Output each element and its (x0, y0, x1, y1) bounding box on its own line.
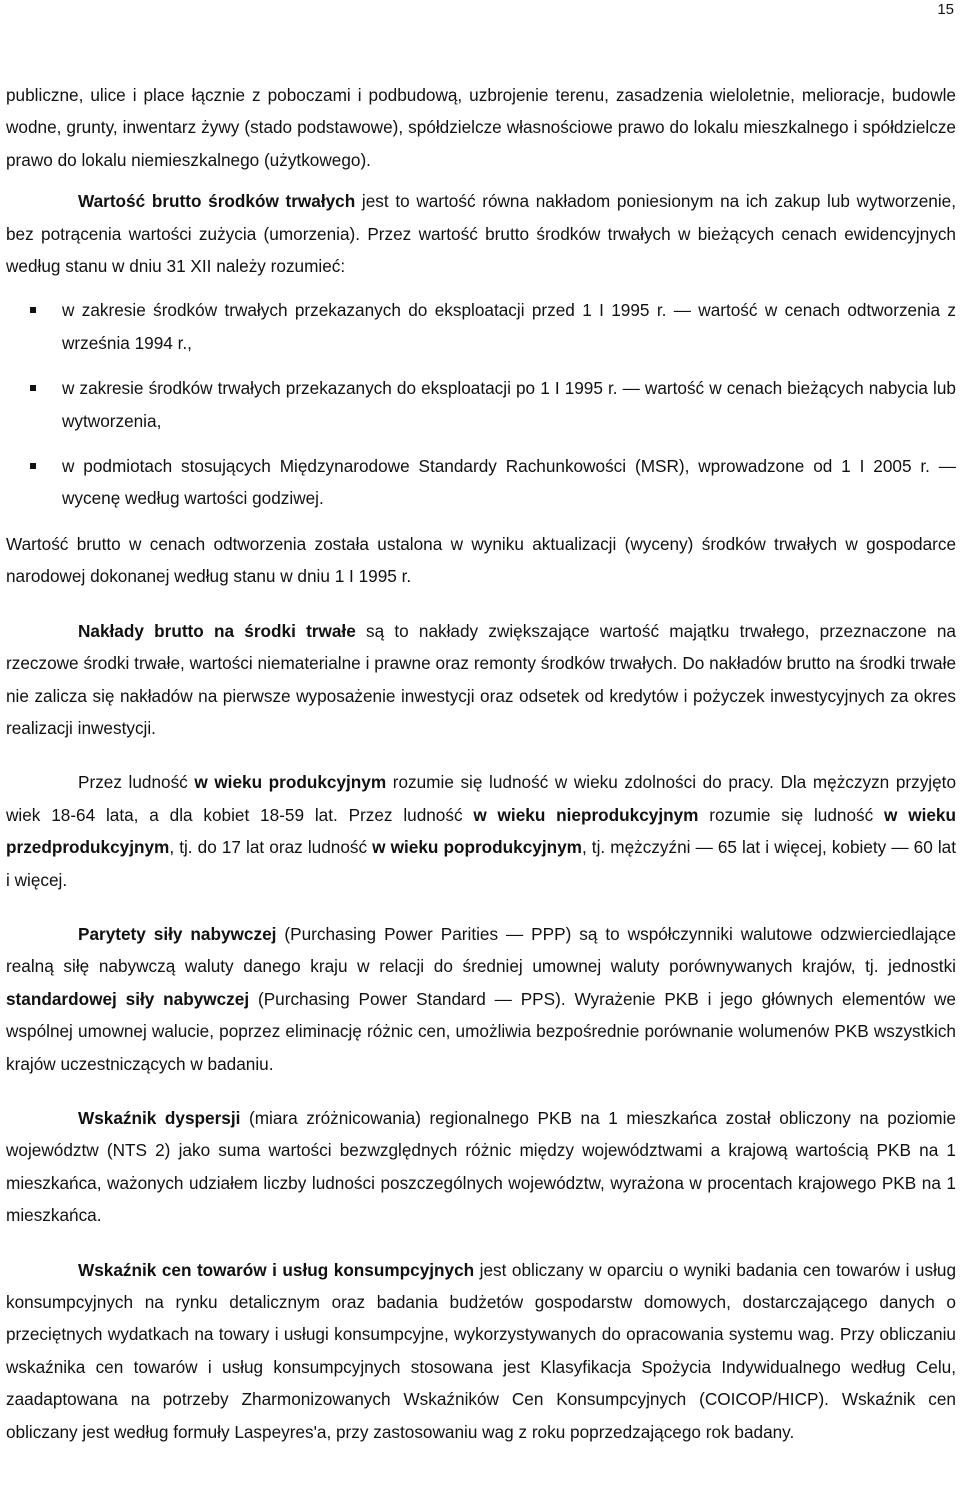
term-post-working-age: w wieku poprodukcyjnym (372, 837, 582, 858)
text-fragment: rozumie się ludność (698, 804, 885, 825)
paragraph-dispersion-index (6, 1102, 956, 1232)
paragraph-ppp (6, 918, 956, 1080)
term-ppp: Parytety siły nabywczej (78, 923, 277, 944)
term-dispersion-index: Wskaźnik dyspersji (78, 1107, 241, 1128)
square-bullet-icon (30, 385, 36, 391)
valuation-bullet-list (6, 294, 956, 514)
text-fragment: , tj. mężczyźni ― 65 lat i więcej, kobiety ― 60 lat i więcej. (6, 837, 956, 890)
paragraph-text: Wartość brutto w cenach odtworzenia została ustalona w wyniku aktualizacji (wyceny) środków trwałych w gospodarce narodowej dokonanej według stanu w dniu 1 I 1995 r. (6, 533, 956, 587)
text-fragment: rozumie się ludność w wieku zdolności do pracy. Dla mężczyzn przyjęto wiek 18-64 lata, a dla kobiet 18-59 lat. Przez ludność (6, 772, 957, 825)
text-fragment: (Purchasing Power Parities ― PPP) są to współczynniki walutowe odzwierciedlające realną siłę nabywczą waluty danego kraju w relacji do średniej umownej waluty porównywanych krajów, tj. jednostki (6, 923, 957, 977)
term-pps: standardowej siły nabywczej (6, 988, 250, 1009)
text-fragment: Przez ludność (78, 772, 195, 793)
square-bullet-icon (30, 307, 36, 313)
list-item (6, 372, 956, 437)
list-item-text: w podmiotach stosujących Międzynarodowe Standardy Rachunkowości (MSR), wprowadzone od 1 I 2005 r. ― wycenę według wartości godziwej. (62, 456, 956, 509)
paragraph-replacement-value (6, 528, 956, 593)
term-non-working-age: w wieku nieprodukcyjnym (473, 804, 699, 825)
document-body (6, 79, 956, 1448)
paragraph-text: jest to wartość równa nakładom poniesionym na ich zakup lub wytworzenie, bez potrącenia wartości zużycia (umorzenia). Przez wartość brutto środków trwałych w bieżących cenach ewidencyjnych według stanu w dniu 31 XII należy rozumieć: (6, 191, 956, 277)
list-item-text: w zakresie środków trwałych przekazanych do eksploatacji po 1 I 1995 r. ― wartość w cenach bieżących nabycia lub wytworzenia, (62, 378, 956, 431)
paragraph-text: publiczne, ulice i place łącznie z poboczami i podbudową, uzbrojenie terenu, zasadzenia wieloletnie, melioracje, budowle wodne, grunty, inwentarz żywy (stado podstawowe), spółdzielcze własnościowe prawo do lokalu mieszkalnego i spółdzielcze prawo do lokalu niemieszkalnego (użytkowego). (6, 85, 956, 170)
text-fragment: (Purchasing Power Standard ― PPS). Wyrażenie PKB i jego głównych elementów we wspólnej umownej walucie, poprzez eliminację różnic cen, umożliwia bezpośrednie porównanie wolumenów PKB wszystkich krajów uczestniczących w badaniu. (6, 988, 956, 1074)
paragraph-gross-value (6, 185, 956, 282)
paragraph-text: jest obliczany w oparciu o wyniki badania cen towarów i usług konsumpcyjnych na rynku detalicznym oraz badania budżetów gospodarstw domowych, dostarczającego danych o przeciętnych wydatkach na towary i usługi konsumpcyjne, wykorzystywanych do opracowania systemu wag. Przy obliczaniu wskaźnika cen towarów i usług konsumpcyjnych stosowana jest Klasyfikacja Spożycia Indywidualnego według Celu, zaadaptowana na potrzeby Zharmonizowanych Wskaźników Cen Konsumpcyjnych (COICOP/HICP). Wskaźnik cen obliczany jest według formuły Laspeyres'a, przy zastosowaniu wag z roku poprzedzającego rok badany. (6, 1259, 956, 1442)
list-item (6, 294, 956, 359)
paragraph-text: (miara zróżnicowania) regionalnego PKB na 1 mieszkańca został obliczony na poziomie województw (NTS 2) jako suma wartości bezwzględnych różnic między województwami a krajową wartością PKB na 1 mieszkańca, ważonych udziałem liczby ludności poszczególnych województw, wyrażona w procentach krajowego PKB na 1 mieszkańca. (6, 1107, 956, 1226)
square-bullet-icon (30, 463, 36, 469)
paragraph-cpi (6, 1254, 956, 1448)
text-fragment: , tj. do 17 lat oraz ludność (169, 837, 373, 858)
term-investment-outlays: Nakłady brutto na środki trwałe (78, 620, 356, 641)
paragraph-investment-outlays (6, 615, 956, 745)
term-cpi: Wskaźnik cen towarów i usług konsumpcyjnych (78, 1259, 475, 1280)
list-item (6, 450, 956, 515)
term-gross-value: Wartość brutto środków trwałych (78, 191, 356, 212)
paragraph-fixed-assets-list (6, 79, 956, 176)
term-pre-working-age: w wieku przedprodukcyjnym (6, 804, 956, 858)
term-working-age: w wieku produkcyjnym (194, 772, 387, 793)
page-number: 15 (937, 1, 954, 18)
list-item-text: w zakresie środków trwałych przekazanych do eksploatacji przed 1 I 1995 r. ― wartość w cenach odtworzenia z września 1994 r., (62, 300, 956, 353)
paragraph-working-age (6, 766, 956, 896)
paragraph-text: są to nakłady zwiększające wartość majątku trwałego, przeznaczone na rzeczowe środki trwałe, wartości niematerialne i prawne oraz remonty środków trwałych. Do nakładów brutto na środki trwałe nie zalicza się nakładów na pierwsze wyposażenie inwestycji oraz odsetek od kredytów i pożyczek inwestycyjnych za okres realizacji inwestycji. (6, 620, 956, 738)
